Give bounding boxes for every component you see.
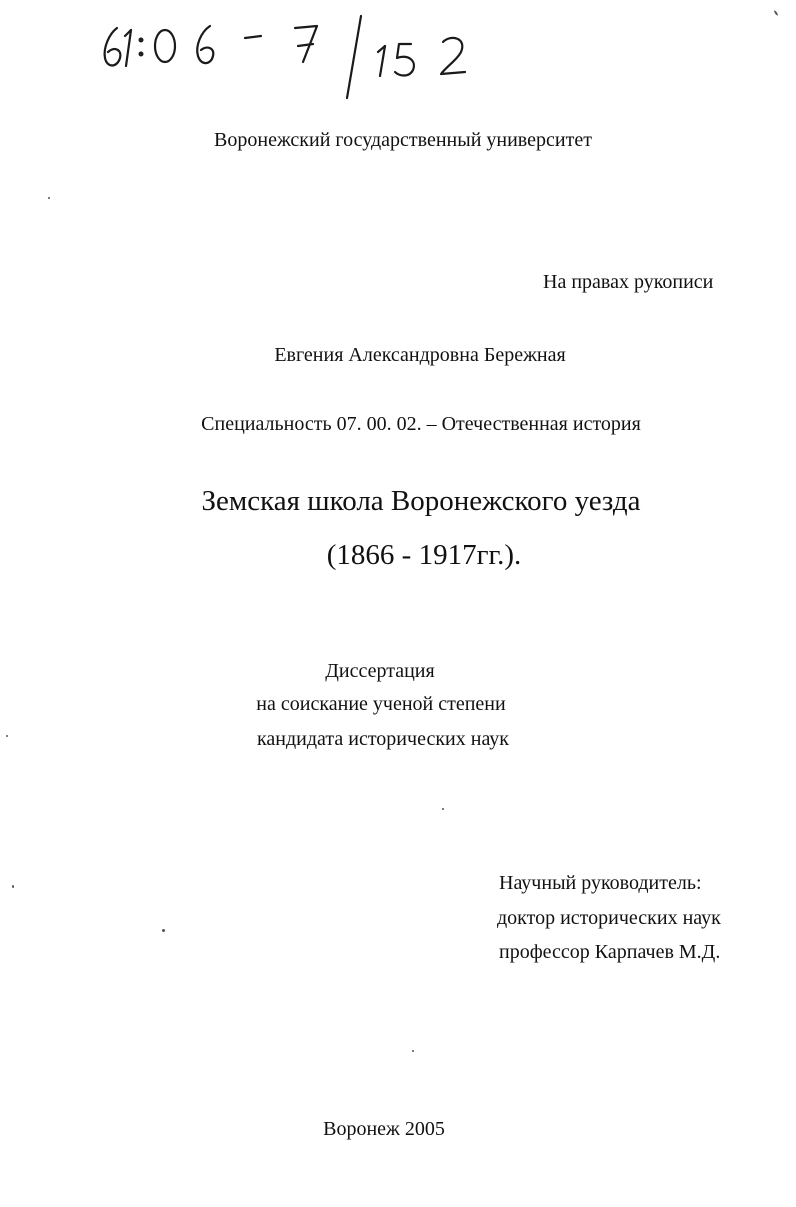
manuscript-note: На правах рукописи [543,271,714,293]
scan-speck [6,735,8,737]
supervisor-label: Научный руководитель: [499,872,702,894]
city-year: Воронеж 2005 [323,1118,445,1140]
degree-name: кандидата исторических наук [256,728,510,750]
supervisor-degree: доктор исторических наук [497,907,721,929]
handwritten-archive-code [95,0,495,100]
scan-speck [773,10,778,16]
author-name: Евгения Александровна Бережная [274,344,566,366]
supervisor-name: профессор Карпачев М.Д. [499,941,721,963]
scan-speck [162,929,165,932]
scan-speck [12,885,14,888]
scan-speck [412,1050,414,1052]
specialty-line: Специальность 07. 00. 02. – Отечественная история [201,413,641,435]
dissertation-title-line2: (1866 - 1917гг.). [326,539,522,571]
degree-purpose: на соискание ученой степени [256,693,506,715]
university-name: Воронежский государственный университет [214,129,592,151]
dissertation-title-line1: Земская школа Воронежского уезда [201,485,641,517]
scan-speck [48,197,50,199]
dissertation-label: Диссертация [325,660,435,682]
scan-speck [442,808,444,810]
